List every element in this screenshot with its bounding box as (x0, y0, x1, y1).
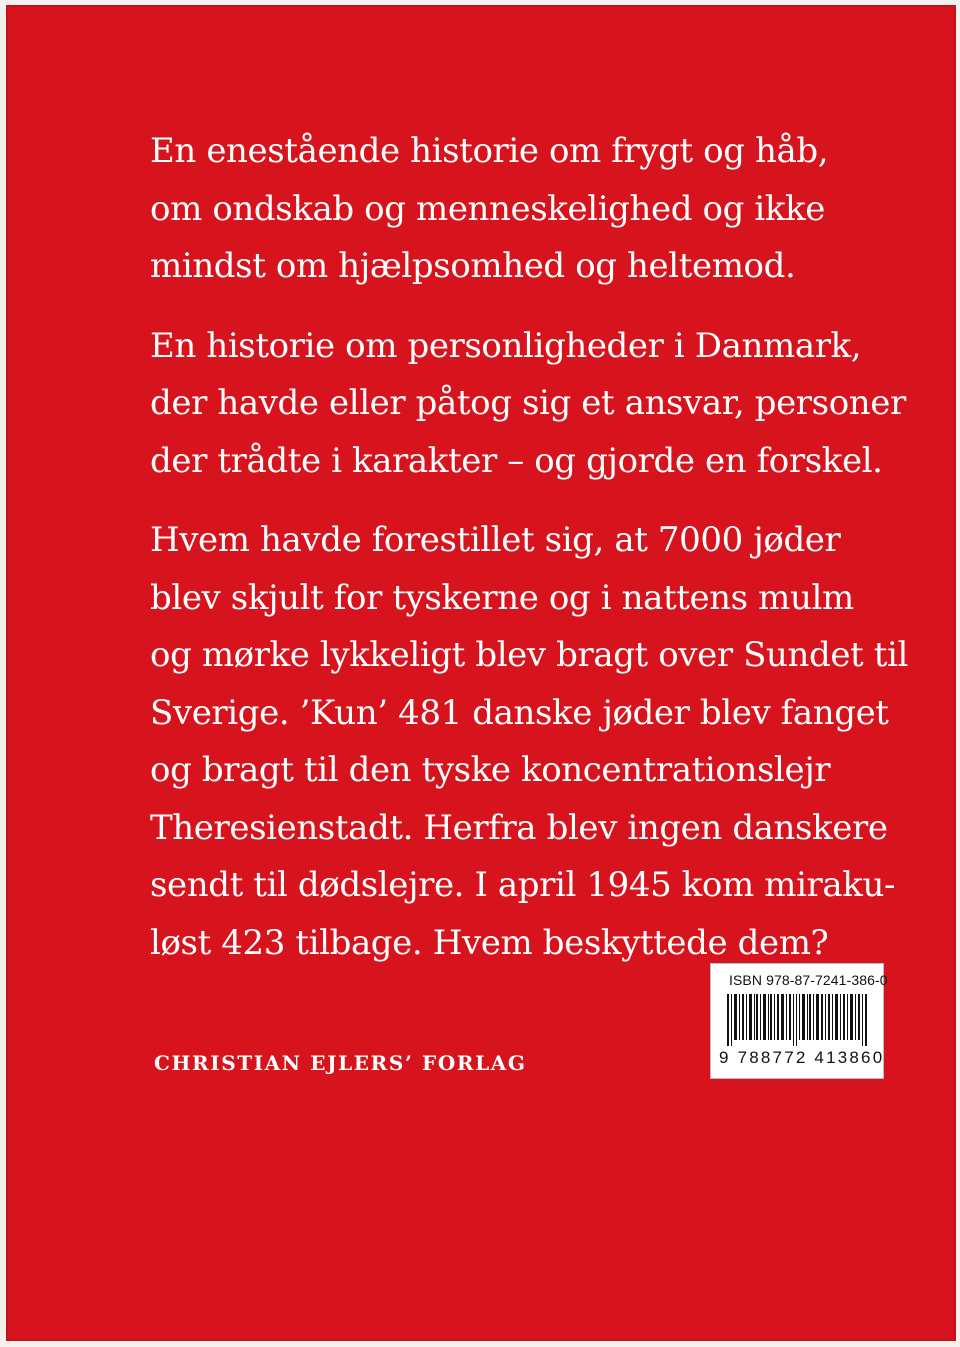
blurb-paragraph-1 (150, 123, 930, 296)
blurb-line: Sverige. ’Kun’ 481 danske jøder blev fanget (150, 692, 889, 733)
blurb-line: Theresienstadt. Herfra blev ingen danskere (150, 807, 888, 848)
blurb-line: mindst om hjælpsomhed og heltemod. (150, 246, 796, 286)
blurb-line: løst 423 tilbage. Hvem beskyttede dem? (150, 922, 829, 963)
blurb-line: og mørke lykkeligt blev bragt over Sundet til (150, 635, 908, 675)
blurb-line: Hvem havde forestillet sig, at 7000 jøder (150, 520, 841, 560)
book-back-cover (6, 5, 956, 1341)
blurb-line: der havde eller påtog sig et ansvar, personer (150, 383, 906, 423)
barcode-digits: 9 788772 413860 (719, 1048, 885, 1067)
blurb-line: der trådte i karakter – og gjorde en forskel. (150, 440, 883, 481)
blurb-line: blev skjult for tyskerne og i nattens mulm (150, 577, 854, 618)
publisher-name: CHRISTIAN EJLERS’ FORLAG (154, 1051, 527, 1075)
barcode-icon (719, 994, 875, 1046)
blurb-paragraph-2 (150, 318, 930, 491)
blurb-line: om ondskab og menneskelighed og ikke (150, 188, 825, 229)
isbn-barcode-label (710, 963, 888, 1079)
blurb-line: En historie om personligheder i Danmark, (150, 325, 862, 366)
blurb-line: sendt til dødslejre. I april 1945 kom miraku- (150, 865, 896, 905)
blurb (150, 123, 930, 972)
blurb-line: og bragt til den tyske koncentrationslejr (150, 750, 831, 790)
blurb-line: En enestående historie om frygt og håb, (150, 131, 829, 171)
isbn-number: ISBN 978-87-7241-386-0 (729, 972, 888, 988)
blurb-paragraph-3 (150, 512, 930, 972)
